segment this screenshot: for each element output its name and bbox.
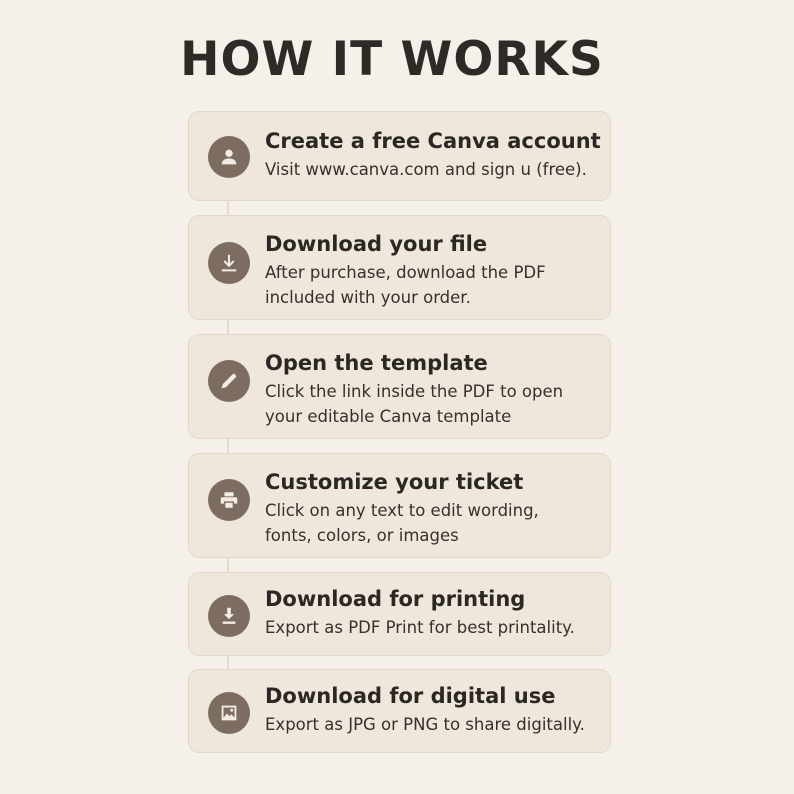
step-download-printing [188, 572, 611, 656]
step-description [265, 498, 598, 548]
step-customize-ticket [188, 453, 611, 558]
step-title: Open the template [265, 351, 488, 375]
step-description-line: fonts, colors, or images [265, 526, 459, 545]
step-description-line: Click on any text to edit wording, [265, 501, 539, 520]
download-icon [208, 242, 250, 284]
step-open-template [188, 334, 611, 439]
step-description-line: Click the link inside the PDF to open [265, 382, 564, 401]
step-title: Download your file [265, 232, 488, 256]
step-title: Download for printing [265, 587, 526, 611]
pencil-icon [208, 360, 250, 402]
step-description [265, 260, 598, 310]
printer-icon [208, 479, 250, 521]
step-description-line: Export as PDF Print for best printality. [265, 618, 575, 637]
page-title: HOW IT WORKS [180, 32, 604, 87]
step-description-line: your editable Canva template [265, 407, 512, 426]
download-tray-icon [208, 595, 250, 637]
step-title: Customize your ticket [265, 470, 524, 494]
image-icon [208, 692, 250, 734]
step-description-line: Export as JPG or PNG to share digitally. [265, 715, 585, 734]
step-title: Download for digital use [265, 684, 556, 708]
step-create-account [188, 111, 611, 201]
user-icon [208, 136, 250, 178]
step-download-file [188, 215, 611, 320]
step-title: Create a free Canva account [265, 129, 601, 153]
step-description [265, 379, 598, 429]
step-description [265, 712, 598, 737]
step-description [265, 615, 598, 640]
step-download-digital [188, 669, 611, 753]
step-description [265, 157, 598, 182]
step-description-line: included with your order. [265, 288, 471, 307]
step-description-line: Visit www.canva.com and sign u (free). [265, 160, 587, 179]
step-description-line: After purchase, download the PDF [265, 263, 546, 282]
